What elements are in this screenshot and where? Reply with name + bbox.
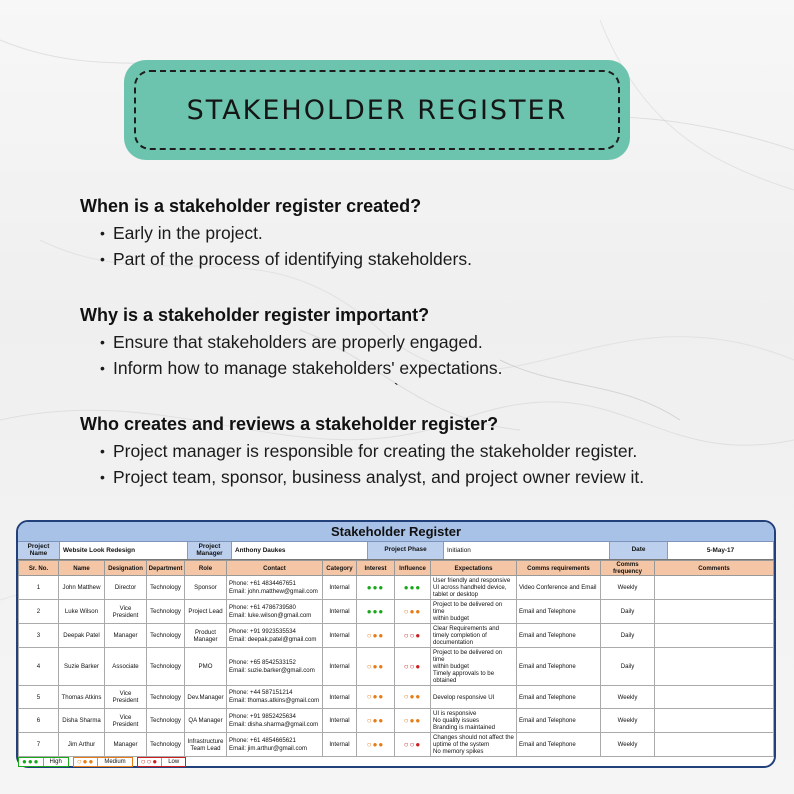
department-cell: Technology: [147, 733, 185, 757]
column-header: Comms frequency: [601, 561, 655, 576]
phone-text: Phone: +61 4834467651: [229, 579, 296, 587]
medium-interest-dots-icon: ○●●: [366, 630, 385, 640]
influence-cell: [395, 648, 431, 686]
phone-text: Phone: +61 4786739580: [229, 603, 296, 611]
project-manager-label: Project Manager: [188, 542, 232, 559]
designation-cell: Vice President: [105, 600, 147, 624]
category-cell: Internal: [323, 648, 357, 686]
comms-requirements-cell: Email and Telephone: [517, 624, 601, 648]
name-cell: Disha Sharma: [59, 709, 105, 733]
comms-frequency-cell: Daily: [601, 600, 655, 624]
name-cell: Deepak Patel: [59, 624, 105, 648]
comms-requirements-cell: Email and Telephone: [517, 686, 601, 709]
contact-cell: [227, 600, 323, 624]
comms-requirements-cell: Email and Telephone: [517, 733, 601, 757]
project-info-row: [18, 542, 774, 560]
project-name-label: Project Name: [18, 542, 60, 559]
contact-cell: [227, 709, 323, 733]
interest-cell: [357, 624, 395, 648]
column-header: Comms requirements: [517, 561, 601, 576]
sr-no-cell: 2: [19, 600, 59, 624]
expectation-line: Project to be delivered on time: [433, 601, 503, 615]
sr-no-cell: 1: [19, 576, 59, 600]
medium-interest-dots-icon: ○●●: [366, 661, 385, 671]
answer-item: • Ensure that stakeholders are properly engaged.: [80, 329, 780, 355]
project-phase-label: Project Phase: [368, 542, 444, 559]
expectation-line: Branding is maintained: [433, 724, 495, 731]
comments-cell: [655, 576, 774, 600]
interest-cell: [357, 686, 395, 709]
role-cell: Dev.Manager: [185, 686, 227, 709]
role-cell: Infrastructure Team Lead: [185, 733, 227, 757]
comments-cell: [655, 600, 774, 624]
answer-item: • Part of the process of identifying stakeholders.: [80, 246, 780, 272]
designation-cell: Manager: [105, 624, 147, 648]
medium-dots-icon: ○●●: [76, 757, 95, 766]
legend-high: [18, 757, 69, 767]
project-manager-value: Anthony Daukes: [232, 542, 368, 559]
legend-medium: [73, 757, 133, 767]
expectation-line: User friendly and responsive: [433, 577, 511, 584]
low-influence-dots-icon: ○○●: [403, 739, 422, 749]
column-header: Role: [185, 561, 227, 576]
department-cell: Technology: [147, 624, 185, 648]
comments-cell: [655, 624, 774, 648]
medium-interest-dots-icon: ○●●: [366, 715, 385, 725]
expectation-line: Clear Requirements and: [433, 625, 500, 632]
sr-no-cell: 5: [19, 686, 59, 709]
comms-requirements-cell: Video Conference and Email: [517, 576, 601, 600]
column-header: Contact: [227, 561, 323, 576]
comments-cell: [655, 648, 774, 686]
department-cell: Technology: [147, 600, 185, 624]
interest-cell: [357, 600, 395, 624]
table-row: [19, 600, 774, 624]
interest-cell: [357, 709, 395, 733]
stakeholder-table: [18, 560, 774, 757]
category-cell: Internal: [323, 576, 357, 600]
medium-influence-dots-icon: ○●●: [403, 715, 422, 725]
sr-no-cell: 3: [19, 624, 59, 648]
sr-no-cell: 6: [19, 709, 59, 733]
phone-text: Phone: +91 9852425634: [229, 712, 296, 720]
section-who: [80, 413, 780, 490]
interest-cell: [357, 576, 395, 600]
role-cell: Product Manager: [185, 624, 227, 648]
column-header: Interest: [357, 561, 395, 576]
comments-cell: [655, 709, 774, 733]
designation-cell: Director: [105, 576, 147, 600]
comms-frequency-cell: Weekly: [601, 733, 655, 757]
expectation-line: No memory spikes: [433, 748, 484, 755]
department-cell: Technology: [147, 576, 185, 600]
medium-influence-dots-icon: ○●●: [403, 692, 422, 701]
legend: [18, 757, 186, 767]
comms-frequency-cell: Daily: [601, 624, 655, 648]
column-header: Expectations: [431, 561, 517, 576]
expectation-line: UI across handheld device,: [433, 584, 507, 591]
date-label: Date: [610, 542, 668, 559]
table-row: [19, 733, 774, 757]
influence-cell: [395, 709, 431, 733]
contact-cell: [227, 624, 323, 648]
sr-no-cell: 7: [19, 733, 59, 757]
column-header: Department: [147, 561, 185, 576]
department-cell: Technology: [147, 648, 185, 686]
influence-cell: [395, 733, 431, 757]
role-cell: PMO: [185, 648, 227, 686]
sr-no-cell: 4: [19, 648, 59, 686]
comments-cell: [655, 686, 774, 709]
designation-cell: Vice President: [105, 709, 147, 733]
expectation-line: No quality issues: [433, 717, 480, 724]
column-header: Designation: [105, 561, 147, 576]
page-title: STAKEHOLDER REGISTER: [186, 94, 568, 126]
expectation-line: Timely approvals to be: [433, 670, 495, 677]
column-header: Influence: [395, 561, 431, 576]
table-row: [19, 648, 774, 686]
table-row: [19, 624, 774, 648]
role-cell: Project Lead: [185, 600, 227, 624]
name-cell: Luke Wilson: [59, 600, 105, 624]
legend-low: [137, 757, 187, 767]
table-row: [19, 709, 774, 733]
column-header: Category: [323, 561, 357, 576]
legend-high-label: High: [43, 758, 68, 766]
medium-interest-dots-icon: ○●●: [366, 739, 385, 749]
expectations-cell: [431, 624, 517, 648]
column-header: Comments: [655, 561, 774, 576]
comms-requirements-cell: Email and Telephone: [517, 648, 601, 686]
answer-item: • Project manager is responsible for creating the stakeholder register.: [80, 438, 780, 464]
role-cell: Sponsor: [185, 576, 227, 600]
email-text: Email: john.matthew@gmail.com: [229, 587, 318, 595]
comms-frequency-cell: Weekly: [601, 709, 655, 733]
email-text: Email: suzie.barker@gmail.com: [229, 666, 315, 674]
expectation-line: UI is responsive: [433, 710, 477, 717]
phone-text: Phone: +65 8542533152: [229, 658, 296, 666]
section-why: [80, 304, 780, 381]
comms-frequency-cell: Weekly: [601, 576, 655, 600]
medium-interest-dots-icon: ○●●: [366, 692, 385, 701]
high-influence-dots-icon: ●●●: [403, 582, 422, 592]
role-cell: QA Manager: [185, 709, 227, 733]
sheet-title: Stakeholder Register: [18, 522, 774, 542]
influence-cell: [395, 600, 431, 624]
expectation-line: tablet or desktop: [433, 591, 479, 598]
email-text: Email: disha.sharma@gmail.com: [229, 720, 319, 728]
interest-cell: [357, 733, 395, 757]
email-text: Email: deepak.patel@gmail.com: [229, 635, 317, 643]
phone-text: Phone: +91 9923535534: [229, 627, 296, 635]
section-when: [80, 195, 780, 272]
table-row: [19, 576, 774, 600]
high-interest-dots-icon: ●●●: [366, 582, 385, 592]
expectation-line: obtained: [433, 677, 457, 684]
expectations-cell: [431, 686, 517, 709]
category-cell: Internal: [323, 709, 357, 733]
influence-cell: [395, 576, 431, 600]
date-value: 5-May-17: [668, 542, 774, 559]
category-cell: Internal: [323, 733, 357, 757]
name-cell: Suzie Barker: [59, 648, 105, 686]
column-header: Sr. No.: [19, 561, 59, 576]
designation-cell: Associate: [105, 648, 147, 686]
expectation-line: timely completion of: [433, 632, 487, 639]
expectation-line: within budget: [433, 663, 469, 670]
name-cell: Thomas Atkins: [59, 686, 105, 709]
answer-item: • Early in the project.: [80, 220, 780, 246]
contact-cell: [227, 576, 323, 600]
stakeholder-register-sheet: [16, 520, 776, 768]
medium-influence-dots-icon: ○●●: [403, 606, 422, 616]
table-header-row: [19, 561, 774, 576]
expectations-cell: [431, 733, 517, 757]
high-dots-icon: ●●●: [22, 757, 40, 766]
expectation-line: documentation: [433, 639, 473, 646]
column-header: Name: [59, 561, 105, 576]
department-cell: Technology: [147, 686, 185, 709]
influence-cell: [395, 686, 431, 709]
low-dots-icon: ○○●: [140, 757, 159, 766]
stray-mark: `: [394, 380, 399, 396]
designation-cell: Vice President: [105, 686, 147, 709]
question-why: Why is a stakeholder register important?: [80, 305, 430, 325]
designation-cell: Manager: [105, 733, 147, 757]
high-interest-dots-icon: ●●●: [366, 606, 385, 616]
category-cell: Internal: [323, 600, 357, 624]
question-who: Who creates and reviews a stakeholder register?: [80, 414, 499, 434]
interest-cell: [357, 648, 395, 686]
project-name-value: Website Look Redesign: [60, 542, 188, 559]
phone-text: Phone: +44 587151214: [229, 689, 293, 696]
name-cell: Jim Arthur: [59, 733, 105, 757]
comms-frequency-cell: Weekly: [601, 686, 655, 709]
expectation-line: Project to be delivered on time: [433, 649, 503, 663]
category-cell: Internal: [323, 624, 357, 648]
table-row: [19, 686, 774, 709]
contact-cell: [227, 733, 323, 757]
comms-requirements-cell: Email and Telephone: [517, 600, 601, 624]
legend-low-label: Low: [161, 758, 185, 766]
category-cell: Internal: [323, 686, 357, 709]
influence-cell: [395, 624, 431, 648]
email-text: Email: jim.arthur@gmail.com: [229, 744, 307, 752]
department-cell: Technology: [147, 709, 185, 733]
low-influence-dots-icon: ○○●: [403, 630, 422, 640]
comments-cell: [655, 733, 774, 757]
contact-cell: [227, 648, 323, 686]
legend-medium-label: Medium: [97, 758, 131, 766]
phone-text: Phone: +61 4854665621: [229, 736, 296, 744]
email-text: Email: luke.wilson@gmail.com: [229, 611, 312, 619]
expectation-line: Changes should not affect the: [433, 734, 514, 741]
expectation-line: within budget: [433, 615, 469, 622]
expectations-cell: [431, 648, 517, 686]
expectations-cell: [431, 576, 517, 600]
answer-item: • Project team, sponsor, business analyst, and project owner review it.: [80, 464, 780, 490]
contact-cell: [227, 686, 323, 709]
email-text: Email: thomas.atkins@gmail.com: [229, 697, 320, 704]
name-cell: John Matthew: [59, 576, 105, 600]
question-when: When is a stakeholder register created?: [80, 196, 422, 216]
answer-item: • Inform how to manage stakeholders' expectations.: [80, 355, 780, 381]
expectation-line: Develop responsive UI: [433, 693, 495, 701]
title-banner: [124, 60, 630, 160]
comms-frequency-cell: Daily: [601, 648, 655, 686]
expectations-cell: [431, 600, 517, 624]
expectation-line: uptime of the system: [433, 741, 490, 748]
comms-requirements-cell: Email and Telephone: [517, 709, 601, 733]
low-influence-dots-icon: ○○●: [403, 661, 422, 671]
project-phase-value: Initiation: [444, 542, 610, 559]
expectations-cell: [431, 709, 517, 733]
